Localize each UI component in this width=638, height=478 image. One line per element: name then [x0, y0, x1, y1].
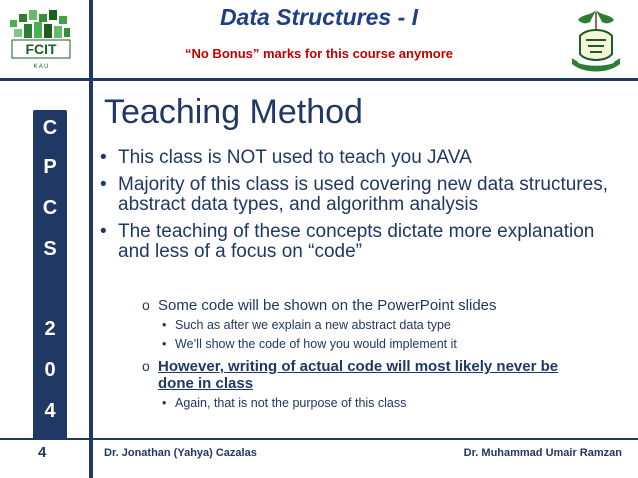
sub-sub-bullet-item: • Such as after we explain a new abstract data type — [162, 317, 620, 333]
header-divider — [0, 78, 638, 81]
vertical-divider — [89, 0, 93, 478]
fcit-logo-text: FCIT — [25, 41, 57, 57]
sub-bullet-item: o Some code will be shown on the PowerPoint slides — [134, 297, 620, 314]
emphasis-text: However, writing of actual code will most likely never be done in class — [158, 358, 559, 392]
footer-author-right: Dr. Muhammad Umair Ramzan — [463, 447, 622, 459]
page-number: 4 — [38, 444, 47, 461]
course-code-letter: C — [42, 117, 58, 139]
course-title: Data Structures - I — [219, 4, 419, 30]
course-code-letter: S — [43, 238, 57, 260]
bullet-list — [100, 148, 620, 262]
fcit-logo-subtext: K A U — [33, 64, 49, 70]
course-code-letter: 4 — [44, 400, 56, 422]
slide-heading: Teaching Method — [104, 93, 363, 131]
course-subtitle: “No Bonus” marks for this course anymore — [184, 46, 453, 61]
sub-sub-bullet-item: • Again, that is not the purpose of this class — [162, 395, 620, 411]
bullet-text: The teaching of these concepts dictate more explanation and less of a focus on “code” — [118, 221, 595, 262]
kau-logo — [566, 6, 626, 76]
course-code-letter: 0 — [44, 359, 56, 381]
course-code-letter: 2 — [44, 318, 56, 340]
sub-bullet-item-emphasis — [134, 358, 588, 392]
sub-sub-bullet-item: • We’ll show the code of how you would implement it — [162, 336, 620, 352]
sub-bullets — [100, 293, 620, 411]
course-code-letter: C — [42, 197, 58, 219]
course-code-letter: P — [43, 156, 57, 178]
fcit-logo — [8, 6, 74, 74]
bullet-item: • This class is NOT used to teach you JAVA — [100, 148, 620, 168]
bullet-item — [100, 222, 620, 262]
bullet-item: • Majority of this class is used covering new data structures, abstract data types, and algorithm analysis — [100, 175, 620, 215]
footer-divider — [0, 438, 638, 440]
footer-author-left: Dr. Jonathan (Yahya) Cazalas — [104, 447, 257, 459]
